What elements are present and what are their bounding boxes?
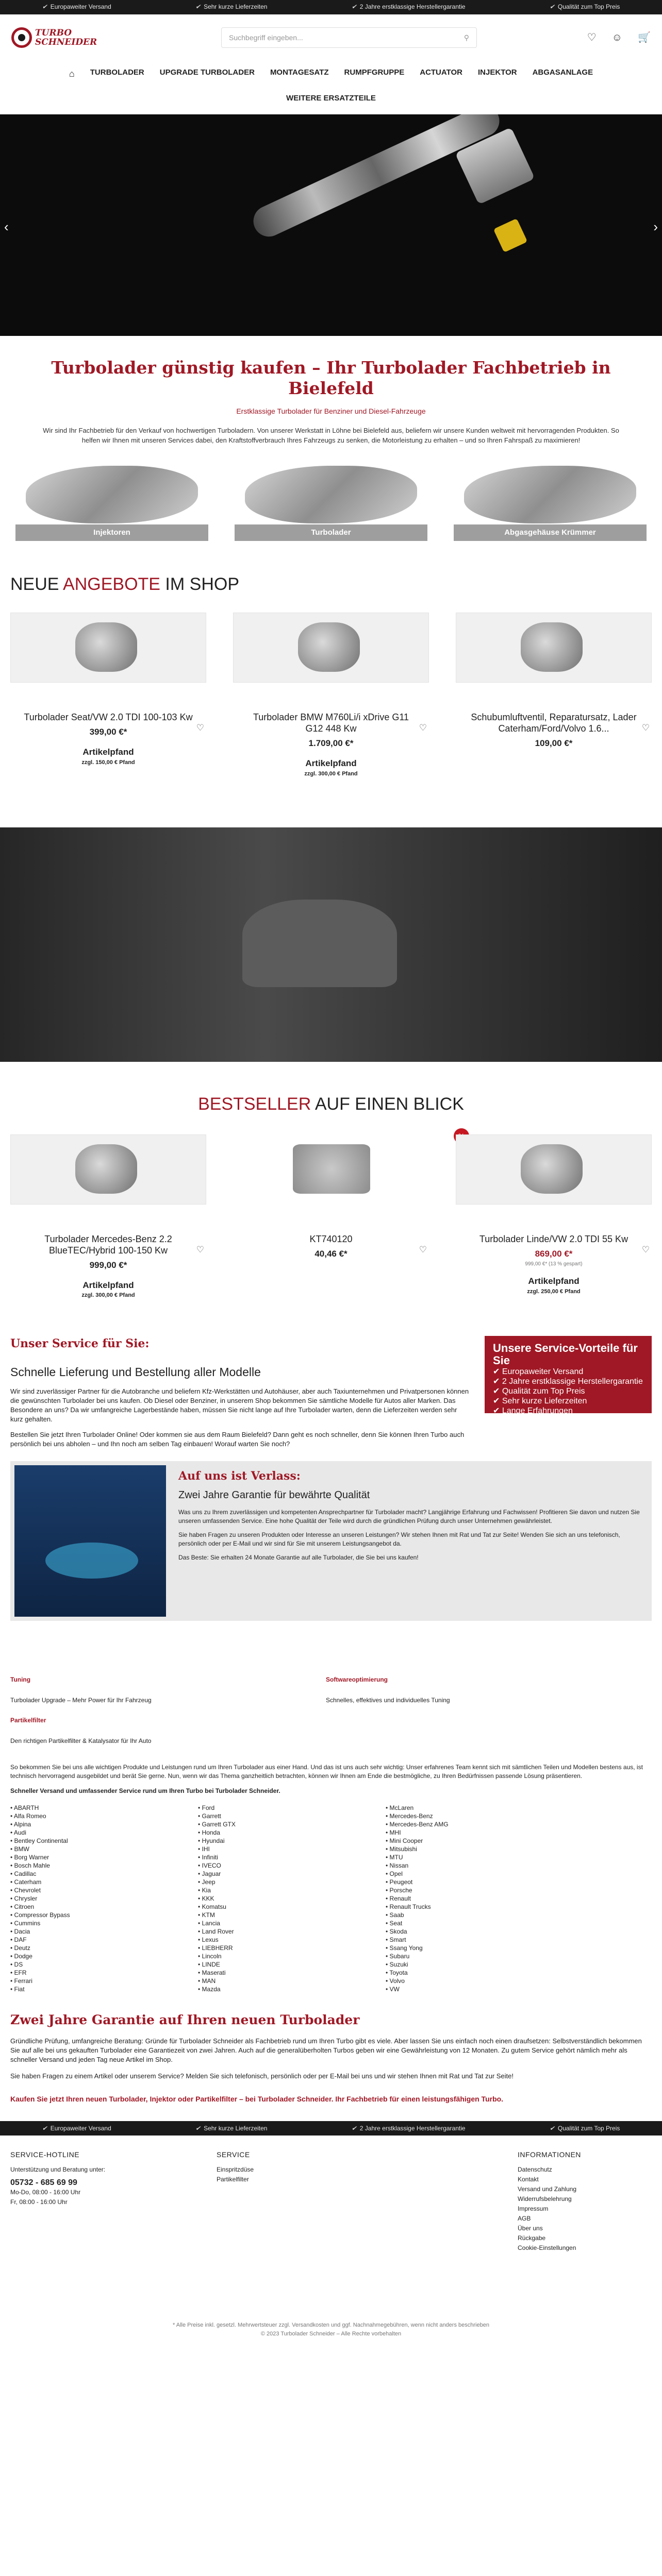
brand-link[interactable]: • Bentley Continental: [10, 1837, 198, 1845]
category-turbolader[interactable]: [229, 461, 433, 543]
check-icon: ✔: [42, 2124, 47, 2132]
body-text: So bekommen Sie bei uns alle wichtigen Produkte und Leistungen rund um Ihren Turbolader aus einer Hand. Und das ist uns auch sehr wichtig: Unser erfahrenes Team kennt sich mit sämtlichen Teilen und Modellen bestens aus, ist technisch hervorragend ausgebildet und berät Sie gerne. Nun, wenn wir das Thema ganzheitlich betrachten, können wir Ihnen am Ende die bestmögliche, zu Ihren Bedürfnissen passende Lösung präsentieren.: [10, 1763, 643, 1780]
brand-link[interactable]: • MAN: [198, 1977, 386, 1985]
guarantee2-text: Sie haben Fragen zu einem Artikel oder unserem Service? Melden Sie sich telefonisch, persönlich oder per E-Mail bei uns und wir stehen Ihnen mit Rat und Tat zur Seite!: [10, 2072, 514, 2080]
brand-link[interactable]: • Skoda: [386, 1927, 573, 1936]
service-section: [0, 1336, 662, 1449]
check-icon: ✔: [351, 3, 357, 11]
footer-link[interactable]: Datenschutz: [518, 2166, 552, 2174]
brand-link[interactable]: • Honda: [198, 1828, 386, 1837]
category-label: Abgasgehäuse Krümmer: [454, 524, 647, 541]
product-deposit: Artikelpfand: [82, 747, 134, 757]
cart-icon[interactable]: 🛒: [638, 31, 651, 43]
product-price: 40,46 €*: [315, 1248, 347, 1259]
brand-link[interactable]: • Mini Cooper: [386, 1837, 573, 1845]
service-benefits-box: [485, 1336, 652, 1416]
product-name[interactable]: Turbolader Mercedes-Benz 2.2 BlueTEC/Hybrid 100-150 Kw: [44, 1233, 172, 1256]
logo-line1: TURBO: [35, 28, 72, 38]
legal-text: * Alle Preise inkl. gesetzl. Mehrwertsteuer zzgl. Versandkosten und ggf. Nachnahmegebühren, wenn nicht anders beschrieben: [173, 2322, 489, 2329]
product-card[interactable]: [233, 613, 429, 778]
product-image[interactable]: [456, 613, 652, 683]
brand-link[interactable]: • Peugeot: [386, 1878, 573, 1886]
brand-link[interactable]: • Borg Warner: [10, 1853, 198, 1861]
product-card[interactable]: [456, 613, 652, 778]
product-name[interactable]: Turbolader BMW M760Li/i xDrive G11 G12 448 Kw: [253, 712, 409, 734]
link-desc: Den richtigen Partikelfilter & Katalysator für Ihr Auto: [10, 1737, 152, 1744]
search-input[interactable]: [221, 27, 477, 48]
check-icon: ✔: [42, 3, 47, 11]
brand-column: [198, 1804, 386, 1993]
search-placeholder: Suchbegriff eingeben...: [229, 33, 303, 42]
brand-list: [0, 1795, 662, 1993]
home-icon[interactable]: ⌂: [69, 69, 75, 79]
brand-link[interactable]: • Chevrolet: [10, 1886, 198, 1894]
nav-rumpfgruppe[interactable]: RUMPFGRUPPE: [344, 68, 405, 77]
brand-link[interactable]: • DAF: [10, 1936, 198, 1944]
heart-icon[interactable]: ♡: [641, 1244, 650, 1255]
brand-link[interactable]: • Porsche: [386, 1886, 573, 1894]
brand-link[interactable]: • Lancia: [198, 1919, 386, 1927]
brand-link[interactable]: • BMW: [10, 1845, 198, 1853]
nav-upgrade-turbolader[interactable]: UPGRADE TURBOLADER: [159, 68, 255, 77]
brand-link[interactable]: • LIEBHERR: [198, 1944, 386, 1952]
benefit-item: ✔ 2 Jahre erstklassige Herstellergarantie: [493, 1377, 643, 1386]
hero-slider: [0, 114, 662, 336]
product-image[interactable]: [233, 1134, 429, 1205]
guarantee2-title: Zwei Jahre Garantie auf Ihren neuen Turbolader: [10, 2012, 360, 2027]
brand-link[interactable]: • Cummins: [10, 1919, 198, 1927]
product-card[interactable]: [10, 613, 206, 778]
product-name[interactable]: KT740120: [309, 1233, 353, 1244]
product-deposit-value: zzgl. 300,00 € Pfand: [81, 1292, 135, 1299]
category-label: Injektoren: [15, 524, 208, 541]
product-deposit: Artikelpfand: [305, 758, 357, 769]
brand-link[interactable]: • Opel: [386, 1870, 573, 1878]
heart-icon[interactable]: ♡: [419, 723, 427, 733]
product-old-price: 999,00 €* (13 % gespart): [525, 1261, 583, 1267]
brand-link[interactable]: • Jaguar: [198, 1870, 386, 1878]
category-teasers: [0, 455, 662, 543]
page-title: Turbolader günstig kaufen – Ihr Turbolader Fachbetrieb in Bielefeld: [51, 357, 611, 398]
category-image: [245, 466, 417, 523]
topbar-item: ✔ Europaweiter Versand: [42, 2124, 111, 2133]
product-card[interactable]: [10, 1134, 206, 1300]
brand-link[interactable]: • Seat: [386, 1919, 573, 1927]
benefits-title: Unsere Service-Vorteile für Sie: [493, 1342, 638, 1367]
page-subtitle: Erstklassige Turbolader für Benziner und Diesel-Fahrzeuge: [236, 406, 426, 415]
service-title: Unser Service für Sie:: [10, 1337, 150, 1351]
brand-link[interactable]: • Mercedes-Benz: [386, 1812, 573, 1820]
brand-link[interactable]: • Saab: [386, 1911, 573, 1919]
footer-text: Unterstützung und Beratung unter:: [10, 2166, 106, 2174]
brand-link[interactable]: • Deutz: [10, 1944, 198, 1952]
brand-link[interactable]: • Garrett GTX: [198, 1820, 386, 1828]
brand-link[interactable]: • IHI: [198, 1845, 386, 1853]
product-name[interactable]: Turbolader Linde/VW 2.0 TDI 55 Kw: [479, 1233, 628, 1244]
benefit-item: ✔ Sehr kurze Lieferzeiten: [493, 1397, 587, 1406]
main-nav: [0, 61, 662, 110]
brand-link[interactable]: • Citroen: [10, 1903, 198, 1911]
footer-link[interactable]: Widerrufsbelehrung: [518, 2195, 572, 2203]
benefit-item: ✔ Qualität zum Top Preis: [493, 1387, 585, 1396]
guarantee-title: Auf uns ist Verlass:: [178, 1469, 301, 1483]
brand-link[interactable]: • ABARTH: [10, 1804, 198, 1812]
product-price: 1.709,00 €*: [308, 738, 354, 749]
footer-link[interactable]: Kontakt: [518, 2176, 539, 2183]
brand-link[interactable]: • Maserati: [198, 1969, 386, 1977]
check-icon: ✔: [351, 2124, 357, 2132]
brand-column: [386, 1804, 573, 1993]
brand-link[interactable]: • McLaren: [386, 1804, 573, 1812]
brand-link[interactable]: • Ford: [198, 1804, 386, 1812]
footer-link[interactable]: Versand und Zahlung: [518, 2185, 577, 2193]
topbar-item: ✔ Europaweiter Versand: [42, 3, 111, 11]
product-card[interactable]: [456, 1134, 652, 1300]
guarantee-subtitle: Zwei Jahre Garantie für bewährte Qualität: [178, 1489, 370, 1501]
brand-link[interactable]: • Alpina: [10, 1820, 198, 1828]
brand-link[interactable]: • Komatsu: [198, 1903, 386, 1911]
footer-heading: SERVICE: [217, 2150, 250, 2159]
product-price: 399,00 €*: [89, 727, 127, 737]
footer-link[interactable]: Rückgabe: [518, 2234, 546, 2242]
workshop-image: [0, 827, 662, 1062]
topbar-item: ✔ 2 Jahre erstklassige Herstellergarantie: [352, 2124, 466, 2133]
phone-link[interactable]: 05732 - 685 69 99: [10, 2178, 77, 2188]
product-deposit-value: zzgl. 250,00 € Pfand: [527, 1288, 581, 1295]
product-price: 109,00 €*: [535, 738, 573, 749]
intro-text: Wir sind Ihr Fachbetrieb für den Verkauf von hochwertigen Turboladern. Von unserer Werkstatt in Löhne bei Bielefeld aus, beliefern wir unsere Kunden weltweit mit hervorragenden Produkten. So helfen wir Ihnen mit unseren Services dabei, den Kraftstoffverbrauch Ihres Fahrzeugs zu senken, die Motorleistung zu erhalten – und so Ihren Fahrspaß zu maximieren!: [43, 427, 619, 445]
brand-link[interactable]: • Garrett: [198, 1812, 386, 1820]
product-image[interactable]: [10, 1134, 206, 1205]
guarantee-text: Das Beste: Sie erhalten 24 Monate Garantie auf alle Turbolader, die Sie bei uns kaufen!: [178, 1554, 419, 1562]
bestseller-title: BESTSELLER AUF EINEN BLICK: [198, 1094, 464, 1114]
brand-link[interactable]: • Fiat: [10, 1985, 198, 1993]
brand-link[interactable]: • Renault Trucks: [386, 1903, 573, 1911]
brand-link[interactable]: • Hyundai: [198, 1837, 386, 1845]
search-icon[interactable]: ⚲: [464, 33, 469, 42]
brand-link[interactable]: • Subaru: [386, 1952, 573, 1960]
nav-actuator[interactable]: ACTUATOR: [420, 68, 463, 77]
link-softwareoptimierung[interactable]: Softwareoptimierung: [326, 1676, 388, 1684]
chevron-left-icon[interactable]: ‹: [4, 218, 9, 234]
product-name[interactable]: Turbolader Seat/VW 2.0 TDI 100-103 Kw: [24, 712, 193, 723]
guarantee-text: Sie haben Fragen zu unseren Produkten oder Interesse an unseren Leistungen? Wir stehen Ihnen mit Rat und Tat zur Seite! Wenden Sie sich an uns telefonisch, persönlich oder per E-Mail und wir sind für Sie mit unserem Leistungsangebot da.: [178, 1531, 620, 1548]
injector-cap: [493, 218, 527, 252]
footer: [0, 2136, 662, 2285]
check-icon: ✔: [549, 3, 555, 11]
service-text-2: Bestellen Sie jetzt Ihren Turbolader Online! Oder kommen sie aus dem Raum Bielefeld? Dann geht es noch schneller, denn Sie können Ihren Turbo auch persönlich bei uns abholen – und Ihn noch am selben Tag einbauen! Worauf warten Sie noch?: [10, 1431, 465, 1448]
brand-link[interactable]: • Mercedes-Benz AMG: [386, 1820, 573, 1828]
link-tuning[interactable]: Tuning: [10, 1676, 31, 1684]
footer-heading: INFORMATIONEN: [518, 2150, 581, 2159]
brand-link[interactable]: • Compressor Bypass: [10, 1911, 198, 1919]
topbar-footer: [0, 2121, 662, 2136]
brand-link[interactable]: • Dodge: [10, 1952, 198, 1960]
brand-link[interactable]: • Bosch Mahle: [10, 1861, 198, 1870]
footer-link[interactable]: Partikelfilter: [217, 2176, 249, 2183]
footer-link[interactable]: Impressum: [518, 2205, 549, 2213]
brand-link[interactable]: • Lexus: [198, 1936, 386, 1944]
topbar-item: ✔ Qualität zum Top Preis: [550, 2124, 620, 2133]
brand-link[interactable]: • Mazda: [198, 1985, 386, 1993]
category-image: [26, 466, 198, 523]
chevron-right-icon[interactable]: ›: [653, 218, 658, 234]
footer-link[interactable]: Einspritzdüse: [217, 2166, 254, 2174]
brand-link[interactable]: • Jeep: [198, 1878, 386, 1886]
brand-link[interactable]: • Nissan: [386, 1861, 573, 1870]
new-offers-list: [0, 613, 662, 778]
category-injektoren[interactable]: [10, 461, 213, 543]
footer-link[interactable]: Cookie-Einstellungen: [518, 2244, 576, 2252]
brand-link[interactable]: • Lincoln: [198, 1952, 386, 1960]
bestseller-list: [0, 1134, 662, 1300]
product-image[interactable]: [456, 1134, 652, 1205]
product-name[interactable]: Schubumluftventil, Reparatursatz, Lader Caterham/Ford/Volvo 1.6...: [471, 712, 637, 734]
copyright: © 2023 Turbolader Schneider – Alle Rechte vorbehalten: [260, 2331, 402, 2337]
brand-link[interactable]: • Volvo: [386, 1977, 573, 1985]
check-icon: ✔: [195, 2124, 201, 2132]
brand-link[interactable]: • Ferrari: [10, 1977, 198, 1985]
link-partikelfilter[interactable]: Partikelfilter: [10, 1717, 46, 1724]
topbar-item: ✔ Qualität zum Top Preis: [550, 3, 620, 11]
nav-injektor[interactable]: INJEKTOR: [478, 68, 517, 77]
service-subtitle: Schnelle Lieferung und Bestellung aller Modelle: [10, 1365, 261, 1379]
logo-line2: SCHNEIDER: [35, 37, 97, 47]
check-icon: ✔: [549, 2124, 555, 2132]
brand-link[interactable]: • Caterham: [10, 1878, 198, 1886]
nav-montagesatz[interactable]: MONTAGESATZ: [270, 68, 329, 77]
brand-link[interactable]: • IVECO: [198, 1861, 386, 1870]
turbo-logo-icon: [11, 27, 32, 48]
guarantee-image: [14, 1465, 166, 1617]
user-icon[interactable]: ☺: [611, 31, 623, 43]
link-desc: Turbolader Upgrade – Mehr Power für Ihr Fahrzeug: [10, 1696, 152, 1704]
heart-icon[interactable]: ♡: [419, 1244, 427, 1255]
product-price: 869,00 €*: [535, 1248, 573, 1259]
link-desc: Schnelles, effektives und individuelles Tuning: [326, 1696, 450, 1704]
header: [0, 14, 662, 61]
brand-link[interactable]: • KKK: [198, 1894, 386, 1903]
guarantee-text: Was uns zu Ihrem zuverlässigen und kompetenten Ansprechpartner für Turbolader macht? Langjährige Erfahrung und Fachwissen! Profitieren Sie davon und nutzen Sie unseren umfassenden Service. Eine hohe Qualität der Teile wird durch die gründlichen Prüfung durch unser Unternehmen gewährleistet.: [178, 1509, 640, 1525]
brand-link[interactable]: • KTM: [198, 1911, 386, 1919]
product-image[interactable]: [233, 613, 429, 683]
intro: [0, 336, 662, 455]
nav-turbolader[interactable]: TURBOLADER: [90, 68, 144, 77]
logo[interactable]: [11, 26, 131, 49]
brand-link[interactable]: • Cadillac: [10, 1870, 198, 1878]
brand-column: [10, 1804, 198, 1993]
service-text: Wir sind zuverlässiger Partner für die Autobranche und beliefern Kfz-Werkstätten und Autohäuser, aber auch Taxiunternehmen und Privatpersonen können die gewünschten Turbolader bei uns kaufen. Ob Diesel oder Benziner, in unserem Shop bekommen Sie sämtliche Modelle für Autos aller Marken. Das Besondere an uns? Da wir umfangreiche Lagerbestände haben, müssen Sie nicht lange auf Ihre Turbolader warten, denn die Lieferzeiten werden sehr kurz gehalten.: [10, 1387, 469, 1423]
guarantee2-text: Gründliche Prüfung, umfangreiche Beratung: Gründe für Turbolader Schneider als Fachbetrieb rund um Ihren Turbo gibt es viele. Aber lassen Sie uns einfach noch einen draufsetzen: Selbstverständlich bekommen Sie auf alle bei uns gekauften Turbolader eine Garantiezeit von zwei Jahren. Auch auf die generalüberholten Turbos geben wir eine Gewährleistung von 12 Monaten. Zu gutem Service gehört nämlich mehr als schneller Versand und jeden Tag neue Artikel im Shop.: [10, 2037, 642, 2064]
brand-link[interactable]: • Chrysler: [10, 1894, 198, 1903]
product-deposit: Artikelpfand: [82, 1280, 134, 1290]
heart-icon[interactable]: ♡: [641, 723, 650, 733]
brand-link[interactable]: • EFR: [10, 1969, 198, 1977]
heart-icon[interactable]: ♡: [196, 723, 204, 733]
body-text-2: Schneller Versand und umfassender Service rund um Ihren Turbo bei Turbolader Schneider.: [10, 1787, 280, 1794]
new-offers-title: NEUE ANGEBOTE IM SHOP: [10, 574, 240, 595]
brand-link[interactable]: • Renault: [386, 1894, 573, 1903]
footer-hours: Mo-Do, 08:00 - 16:00 Uhr: [10, 2189, 81, 2196]
brand-link[interactable]: • Toyota: [386, 1969, 573, 1977]
topbar: [0, 0, 662, 14]
category-image: [464, 466, 636, 523]
footer-link[interactable]: Über uns: [518, 2225, 543, 2232]
nav-weitere-ersatzteile[interactable]: WEITERE ERSATZTEILE: [286, 94, 376, 103]
category-abgasgehaeuse[interactable]: [449, 461, 652, 543]
brand-link[interactable]: • Infiniti: [198, 1853, 386, 1861]
footer-hours: Fr, 08:00 - 16:00 Uhr: [10, 2198, 68, 2206]
brand-link[interactable]: • Mitsubishi: [386, 1845, 573, 1853]
product-deposit-value: zzgl. 300,00 € Pfand: [304, 770, 358, 777]
benefit-item: ✔ Europaweiter Versand: [493, 1367, 584, 1377]
topbar-item: ✔ Sehr kurze Lieferzeiten: [195, 2124, 267, 2133]
heart-icon[interactable]: ♡: [587, 31, 597, 43]
topbar-item: ✔ Sehr kurze Lieferzeiten: [195, 3, 267, 11]
cta-text: Kaufen Sie jetzt Ihren neuen Turbolader, Injektor oder Partikelfilter – bei Turbolader Schneider. Ihr Fachbetrieb für einen leistungsfähigen Turbo.: [10, 2095, 504, 2104]
brand-link[interactable]: • Kia: [198, 1886, 386, 1894]
brand-link[interactable]: • Suzuki: [386, 1960, 573, 1969]
benefit-item: ✔ Lange Erfahrungen: [493, 1406, 573, 1416]
legal: [0, 2285, 662, 2338]
product-deposit-value: zzgl. 150,00 € Pfand: [81, 759, 135, 766]
check-icon: ✔: [195, 3, 201, 11]
product-image[interactable]: [10, 613, 206, 683]
brand-link[interactable]: • Land Rover: [198, 1927, 386, 1936]
footer-link[interactable]: AGB: [518, 2215, 531, 2223]
brand-link[interactable]: • MTU: [386, 1853, 573, 1861]
product-price: 999,00 €*: [89, 1260, 127, 1270]
brand-link[interactable]: • VW: [386, 1985, 573, 1993]
nav-abgasanlage[interactable]: ABGASANLAGE: [532, 68, 593, 77]
topbar-item: ✔ 2 Jahre erstklassige Herstellergarantie: [352, 3, 466, 11]
footer-heading: SERVICE-HOTLINE: [10, 2150, 80, 2159]
topic-links: [0, 1621, 662, 1745]
brand-link[interactable]: • Smart: [386, 1936, 573, 1944]
product-deposit: Artikelpfand: [528, 1276, 580, 1286]
heart-icon[interactable]: ♡: [196, 1244, 204, 1255]
product-card[interactable]: [233, 1134, 429, 1300]
brand-link[interactable]: • Dacia: [10, 1927, 198, 1936]
brand-link[interactable]: • Ssang Yong: [386, 1944, 573, 1952]
category-label: Turbolader: [235, 524, 427, 541]
brand-link[interactable]: • DS: [10, 1960, 198, 1969]
brand-link[interactable]: • LINDE: [198, 1960, 386, 1969]
brand-link[interactable]: • Alfa Romeo: [10, 1812, 198, 1820]
brand-link[interactable]: • MHI: [386, 1828, 573, 1837]
brand-link[interactable]: • Audi: [10, 1828, 198, 1837]
guarantee-section: [10, 1461, 652, 1621]
